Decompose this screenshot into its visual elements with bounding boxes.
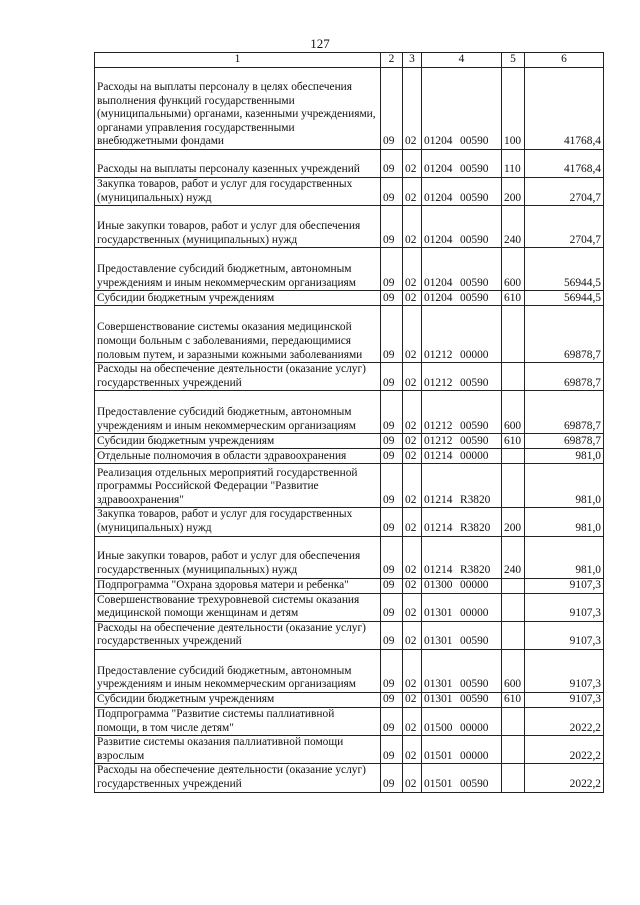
target-article-direction: 00590 bbox=[460, 419, 489, 432]
expense-type-code bbox=[502, 464, 525, 508]
amount: 69878,7 bbox=[525, 306, 604, 363]
table-row bbox=[95, 391, 604, 434]
section-code: 09 bbox=[381, 68, 403, 150]
target-article-code bbox=[422, 178, 502, 206]
table-row bbox=[95, 291, 604, 306]
target-article-code bbox=[422, 363, 502, 391]
table-row bbox=[95, 178, 604, 206]
column-header-5: 5 bbox=[502, 53, 525, 68]
expense-type-code: 200 bbox=[502, 508, 525, 536]
target-article-direction: R3820 bbox=[460, 493, 491, 506]
section-code: 09 bbox=[381, 391, 403, 434]
section-code: 09 bbox=[381, 178, 403, 206]
target-article-program: 01301 bbox=[424, 693, 453, 706]
column-header-6: 6 bbox=[525, 53, 604, 68]
target-article-direction: 00590 bbox=[460, 163, 489, 176]
amount: 41768,4 bbox=[525, 68, 604, 150]
amount: 2704,7 bbox=[525, 206, 604, 248]
section-code: 09 bbox=[381, 508, 403, 536]
target-article-code bbox=[422, 593, 502, 621]
expense-type-code: 600 bbox=[502, 391, 525, 434]
amount: 2022,2 bbox=[525, 736, 604, 764]
table-row bbox=[95, 621, 604, 649]
row-name: Закупка товаров, работ и услуг для государственных (муниципальных) нужд bbox=[95, 178, 381, 206]
row-name: Закупка товаров, работ и услуг для государственных (муниципальных) нужд bbox=[95, 508, 381, 536]
row-name: Расходы на выплаты персоналу в целях обеспечения выполнения функций государственными (муниципальными) органами, казенными учреждениями, органами управления государственными внебюджетными фондами bbox=[95, 68, 381, 150]
row-name: Расходы на обеспечение деятельности (оказание услуг) государственных учреждений bbox=[95, 764, 381, 792]
target-article-direction: 00000 bbox=[460, 578, 489, 591]
row-name: Субсидии бюджетным учреждениям bbox=[95, 692, 381, 707]
expense-type-code: 600 bbox=[502, 649, 525, 692]
target-article-code bbox=[422, 391, 502, 434]
target-article-program: 01212 bbox=[424, 434, 453, 447]
table-row bbox=[95, 206, 604, 248]
amount: 56944,5 bbox=[525, 248, 604, 291]
subsection-code: 02 bbox=[403, 649, 422, 692]
section-code: 09 bbox=[381, 736, 403, 764]
target-article-direction: 00000 bbox=[460, 348, 489, 361]
table-row bbox=[95, 707, 604, 735]
row-name: Подпрограмма "Охрана здоровья матери и ребенка" bbox=[95, 578, 381, 593]
expense-type-code: 110 bbox=[502, 150, 525, 178]
column-header-4: 4 bbox=[422, 53, 502, 68]
expense-type-code bbox=[502, 736, 525, 764]
subsection-code: 02 bbox=[403, 764, 422, 792]
table-row bbox=[95, 536, 604, 578]
table-row bbox=[95, 150, 604, 178]
subsection-code: 02 bbox=[403, 593, 422, 621]
subsection-code: 02 bbox=[403, 291, 422, 306]
target-article-program: 01214 bbox=[424, 493, 453, 506]
target-article-direction: 00590 bbox=[460, 777, 489, 790]
target-article-code bbox=[422, 536, 502, 578]
row-name: Субсидии бюджетным учреждениям bbox=[95, 291, 381, 306]
row-name: Предоставление субсидий бюджетным, автономным учреждениям и иным некоммерческим организациям bbox=[95, 391, 381, 434]
section-code: 09 bbox=[381, 449, 403, 464]
target-article-code bbox=[422, 464, 502, 508]
expense-type-code bbox=[502, 593, 525, 621]
amount: 69878,7 bbox=[525, 363, 604, 391]
target-article-code bbox=[422, 508, 502, 536]
row-name: Развитие системы оказания паллиативной помощи взрослым bbox=[95, 736, 381, 764]
section-code: 09 bbox=[381, 649, 403, 692]
target-article-program: 01214 bbox=[424, 449, 453, 462]
section-code: 09 bbox=[381, 306, 403, 363]
subsection-code: 02 bbox=[403, 206, 422, 248]
expense-type-code: 240 bbox=[502, 536, 525, 578]
table-row bbox=[95, 578, 604, 593]
subsection-code: 02 bbox=[403, 363, 422, 391]
row-name: Иные закупки товаров, работ и услуг для обеспечения государственных (муниципальных) нужд bbox=[95, 536, 381, 578]
table-row bbox=[95, 593, 604, 621]
row-name: Подпрограмма "Развитие системы паллиативной помощи, в том числе детям" bbox=[95, 707, 381, 735]
section-code: 09 bbox=[381, 206, 403, 248]
expense-type-code bbox=[502, 449, 525, 464]
amount: 41768,4 bbox=[525, 150, 604, 178]
target-article-code bbox=[422, 764, 502, 792]
target-article-program: 01301 bbox=[424, 678, 453, 691]
expense-type-code: 100 bbox=[502, 68, 525, 150]
amount: 981,0 bbox=[525, 508, 604, 536]
target-article-code bbox=[422, 621, 502, 649]
target-article-direction: 00590 bbox=[460, 376, 489, 389]
target-article-direction: 00590 bbox=[460, 135, 489, 148]
table-body bbox=[95, 68, 604, 793]
table-row bbox=[95, 306, 604, 363]
row-name: Субсидии бюджетным учреждениям bbox=[95, 434, 381, 449]
target-article-direction: 00590 bbox=[460, 635, 489, 648]
target-article-direction: 00590 bbox=[460, 276, 489, 289]
row-name: Реализация отдельных мероприятий государственной программы Российской Федерации "Развитие здравоохранения" bbox=[95, 464, 381, 508]
expense-type-code bbox=[502, 306, 525, 363]
target-article-program: 01204 bbox=[424, 233, 453, 246]
subsection-code: 02 bbox=[403, 464, 422, 508]
row-name: Расходы на выплаты персоналу казенных учреждений bbox=[95, 150, 381, 178]
target-article-program: 01204 bbox=[424, 191, 453, 204]
target-article-code bbox=[422, 449, 502, 464]
target-article-program: 01300 bbox=[424, 578, 453, 591]
target-article-program: 01214 bbox=[424, 521, 453, 534]
expense-type-code: 610 bbox=[502, 291, 525, 306]
subsection-code: 02 bbox=[403, 621, 422, 649]
section-code: 09 bbox=[381, 150, 403, 178]
row-name: Предоставление субсидий бюджетным, автономным учреждениям и иным некоммерческим организациям bbox=[95, 248, 381, 291]
amount: 2022,2 bbox=[525, 764, 604, 792]
page-number: 127 bbox=[310, 36, 330, 51]
section-code: 09 bbox=[381, 593, 403, 621]
target-article-code bbox=[422, 291, 502, 306]
amount: 2704,7 bbox=[525, 178, 604, 206]
subsection-code: 02 bbox=[403, 736, 422, 764]
target-article-direction: 00590 bbox=[460, 233, 489, 246]
table-row bbox=[95, 248, 604, 291]
subsection-code: 02 bbox=[403, 306, 422, 363]
row-name: Отдельные полномочия в области здравоохранения bbox=[95, 449, 381, 464]
target-article-program: 01204 bbox=[424, 163, 453, 176]
target-article-direction: 00000 bbox=[460, 721, 489, 734]
table-row bbox=[95, 434, 604, 449]
subsection-code: 02 bbox=[403, 508, 422, 536]
section-code: 09 bbox=[381, 536, 403, 578]
target-article-direction: 00590 bbox=[460, 678, 489, 691]
target-article-direction: 00590 bbox=[460, 693, 489, 706]
amount: 981,0 bbox=[525, 464, 604, 508]
target-article-program: 01501 bbox=[424, 749, 453, 762]
table-header bbox=[95, 53, 604, 68]
amount: 9107,3 bbox=[525, 593, 604, 621]
target-article-code bbox=[422, 707, 502, 735]
section-code: 09 bbox=[381, 621, 403, 649]
section-code: 09 bbox=[381, 248, 403, 291]
table-row bbox=[95, 68, 604, 150]
expense-type-code: 240 bbox=[502, 206, 525, 248]
target-article-program: 01500 bbox=[424, 721, 453, 734]
section-code: 09 bbox=[381, 707, 403, 735]
target-article-direction: R3820 bbox=[460, 563, 491, 576]
subsection-code: 02 bbox=[403, 248, 422, 291]
expense-type-code bbox=[502, 764, 525, 792]
expense-type-code: 600 bbox=[502, 248, 525, 291]
table-row bbox=[95, 736, 604, 764]
amount: 69878,7 bbox=[525, 434, 604, 449]
target-article-code bbox=[422, 68, 502, 150]
target-article-direction: 00000 bbox=[460, 607, 489, 620]
target-article-code bbox=[422, 306, 502, 363]
target-article-code bbox=[422, 150, 502, 178]
subsection-code: 02 bbox=[403, 578, 422, 593]
amount: 9107,3 bbox=[525, 578, 604, 593]
target-article-program: 01301 bbox=[424, 607, 453, 620]
section-code: 09 bbox=[381, 363, 403, 391]
target-article-code bbox=[422, 736, 502, 764]
subsection-code: 02 bbox=[403, 150, 422, 178]
subsection-code: 02 bbox=[403, 449, 422, 464]
target-article-program: 01212 bbox=[424, 348, 453, 361]
section-code: 09 bbox=[381, 692, 403, 707]
subsection-code: 02 bbox=[403, 536, 422, 578]
column-header-1: 1 bbox=[95, 53, 381, 68]
target-article-direction: 00000 bbox=[460, 749, 489, 762]
section-code: 09 bbox=[381, 291, 403, 306]
expense-type-code bbox=[502, 707, 525, 735]
section-code: 09 bbox=[381, 764, 403, 792]
amount: 981,0 bbox=[525, 449, 604, 464]
row-name: Расходы на обеспечение деятельности (оказание услуг) государственных учреждений bbox=[95, 621, 381, 649]
expense-type-code bbox=[502, 363, 525, 391]
subsection-code: 02 bbox=[403, 391, 422, 434]
target-article-direction: 00590 bbox=[460, 434, 489, 447]
subsection-code: 02 bbox=[403, 434, 422, 449]
budget-table bbox=[94, 52, 604, 793]
table-row bbox=[95, 464, 604, 508]
target-article-direction: R3820 bbox=[460, 521, 491, 534]
target-article-code bbox=[422, 649, 502, 692]
target-article-program: 01214 bbox=[424, 563, 453, 576]
table-row bbox=[95, 508, 604, 536]
target-article-code bbox=[422, 578, 502, 593]
target-article-direction: 00590 bbox=[460, 191, 489, 204]
target-article-program: 01204 bbox=[424, 276, 453, 289]
section-code: 09 bbox=[381, 434, 403, 449]
expense-type-code: 200 bbox=[502, 178, 525, 206]
amount: 69878,7 bbox=[525, 391, 604, 434]
subsection-code: 02 bbox=[403, 178, 422, 206]
table-row bbox=[95, 363, 604, 391]
target-article-code bbox=[422, 248, 502, 291]
target-article-program: 01212 bbox=[424, 376, 453, 389]
amount: 9107,3 bbox=[525, 649, 604, 692]
target-article-code bbox=[422, 692, 502, 707]
table-row bbox=[95, 449, 604, 464]
target-article-program: 01204 bbox=[424, 291, 453, 304]
row-name: Иные закупки товаров, работ и услуг для обеспечения государственных (муниципальных) нужд bbox=[95, 206, 381, 248]
column-header-3: 3 bbox=[403, 53, 422, 68]
row-name: Совершенствование системы оказания медицинской помощи больным с заболеваниями, передающимися половым путем, и заразными кожными заболеваниями bbox=[95, 306, 381, 363]
table-row bbox=[95, 649, 604, 692]
subsection-code: 02 bbox=[403, 692, 422, 707]
target-article-program: 01212 bbox=[424, 419, 453, 432]
row-name: Предоставление субсидий бюджетным, автономным учреждениям и иным некоммерческим организациям bbox=[95, 649, 381, 692]
table-row bbox=[95, 764, 604, 792]
column-header-2: 2 bbox=[381, 53, 403, 68]
section-code: 09 bbox=[381, 464, 403, 508]
target-article-program: 01301 bbox=[424, 635, 453, 648]
target-article-code bbox=[422, 434, 502, 449]
amount: 2022,2 bbox=[525, 707, 604, 735]
expense-type-code: 610 bbox=[502, 434, 525, 449]
amount: 9107,3 bbox=[525, 692, 604, 707]
subsection-code: 02 bbox=[403, 68, 422, 150]
amount: 9107,3 bbox=[525, 621, 604, 649]
target-article-program: 01501 bbox=[424, 777, 453, 790]
expense-type-code: 610 bbox=[502, 692, 525, 707]
target-article-direction: 00590 bbox=[460, 291, 489, 304]
amount: 981,0 bbox=[525, 536, 604, 578]
expense-type-code bbox=[502, 621, 525, 649]
subsection-code: 02 bbox=[403, 707, 422, 735]
expense-type-code bbox=[502, 578, 525, 593]
target-article-direction: 00000 bbox=[460, 449, 489, 462]
target-article-program: 01204 bbox=[424, 135, 453, 148]
target-article-code bbox=[422, 206, 502, 248]
row-name: Расходы на обеспечение деятельности (оказание услуг) государственных учреждений bbox=[95, 363, 381, 391]
section-code: 09 bbox=[381, 578, 403, 593]
amount: 56944,5 bbox=[525, 291, 604, 306]
row-name: Совершенствование трехуровневой системы оказания медицинской помощи женщинам и детям bbox=[95, 593, 381, 621]
table-row bbox=[95, 692, 604, 707]
